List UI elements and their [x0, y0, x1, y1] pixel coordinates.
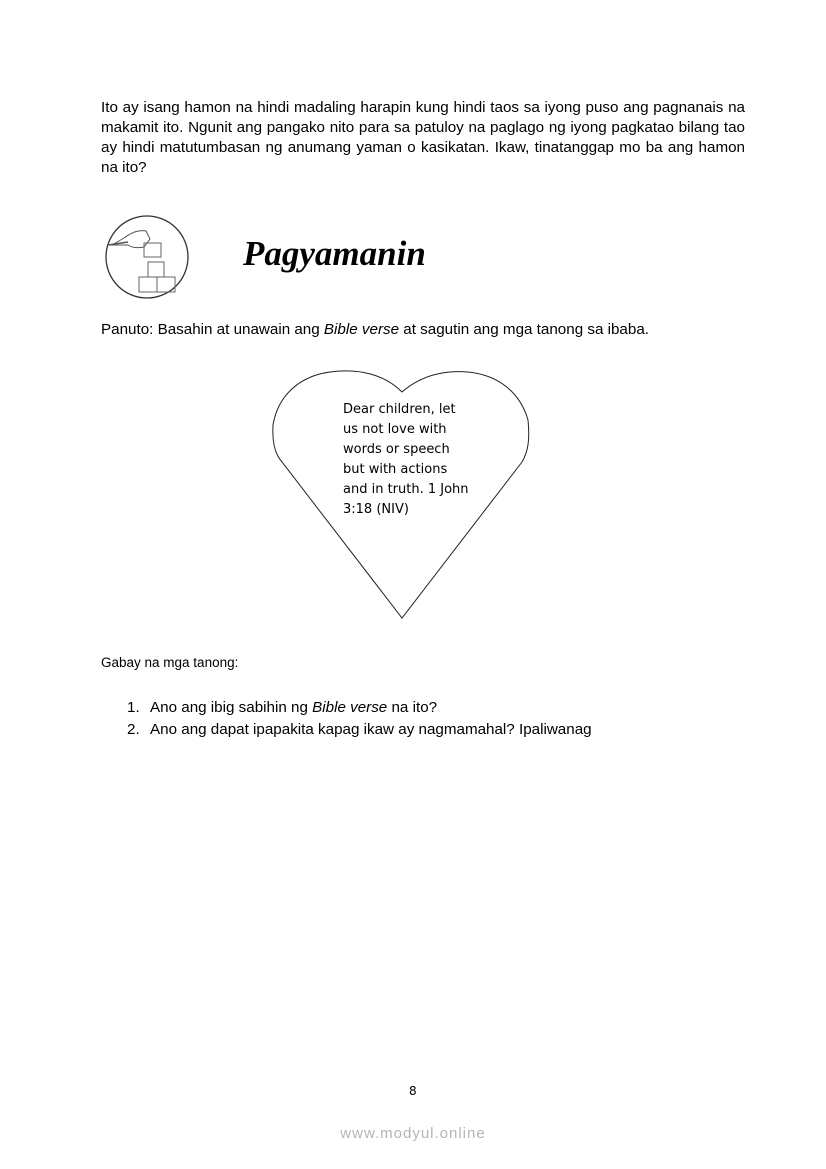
- question-text: Ano ang ibig sabihin ng: [150, 699, 313, 716]
- section-title: Pagyamanin: [243, 234, 426, 273]
- bible-verse: Dear children, let us not love with words or speech but with actions and in truth. 1 John 3:18 (NIV): [343, 402, 469, 517]
- intro-paragraph: Ito ay isang hamon na hindi madaling harapin kung hindi taos sa iyong puso ang pagnanais na makamit ito. Ngunit ang pangako nito para sa patuloy na paglago ng iyong pagkatao bilang tao ay hindi matutumbasan ng anumang yaman o kasikatan. Ikaw, tinatanggap mo ba ang hamon na ito?: [101, 99, 745, 176]
- instructions-suffix: at sagutin ang mga tanong sa ibaba.: [399, 321, 649, 338]
- list-number: 2.: [127, 721, 140, 738]
- watermark: www.modyul.online: [340, 1125, 486, 1142]
- instructions-prefix: Panuto: Basahin at unawain ang: [101, 321, 324, 338]
- question-suffix: na ito?: [387, 699, 438, 716]
- list-number: 1.: [127, 699, 140, 716]
- question-list: [127, 697, 592, 741]
- instructions-emphasis: Bible verse: [323, 321, 400, 338]
- list-item: [127, 719, 592, 741]
- list-item: [127, 697, 592, 719]
- page-number: 8: [409, 1084, 417, 1098]
- question-text: Ano ang dapat ipapakita kapag ikaw ay nagmamahal? Ipaliwanag: [150, 721, 592, 738]
- guide-heading: Gabay na mga tanong:: [101, 655, 239, 670]
- question-emphasis: Bible verse: [312, 699, 388, 716]
